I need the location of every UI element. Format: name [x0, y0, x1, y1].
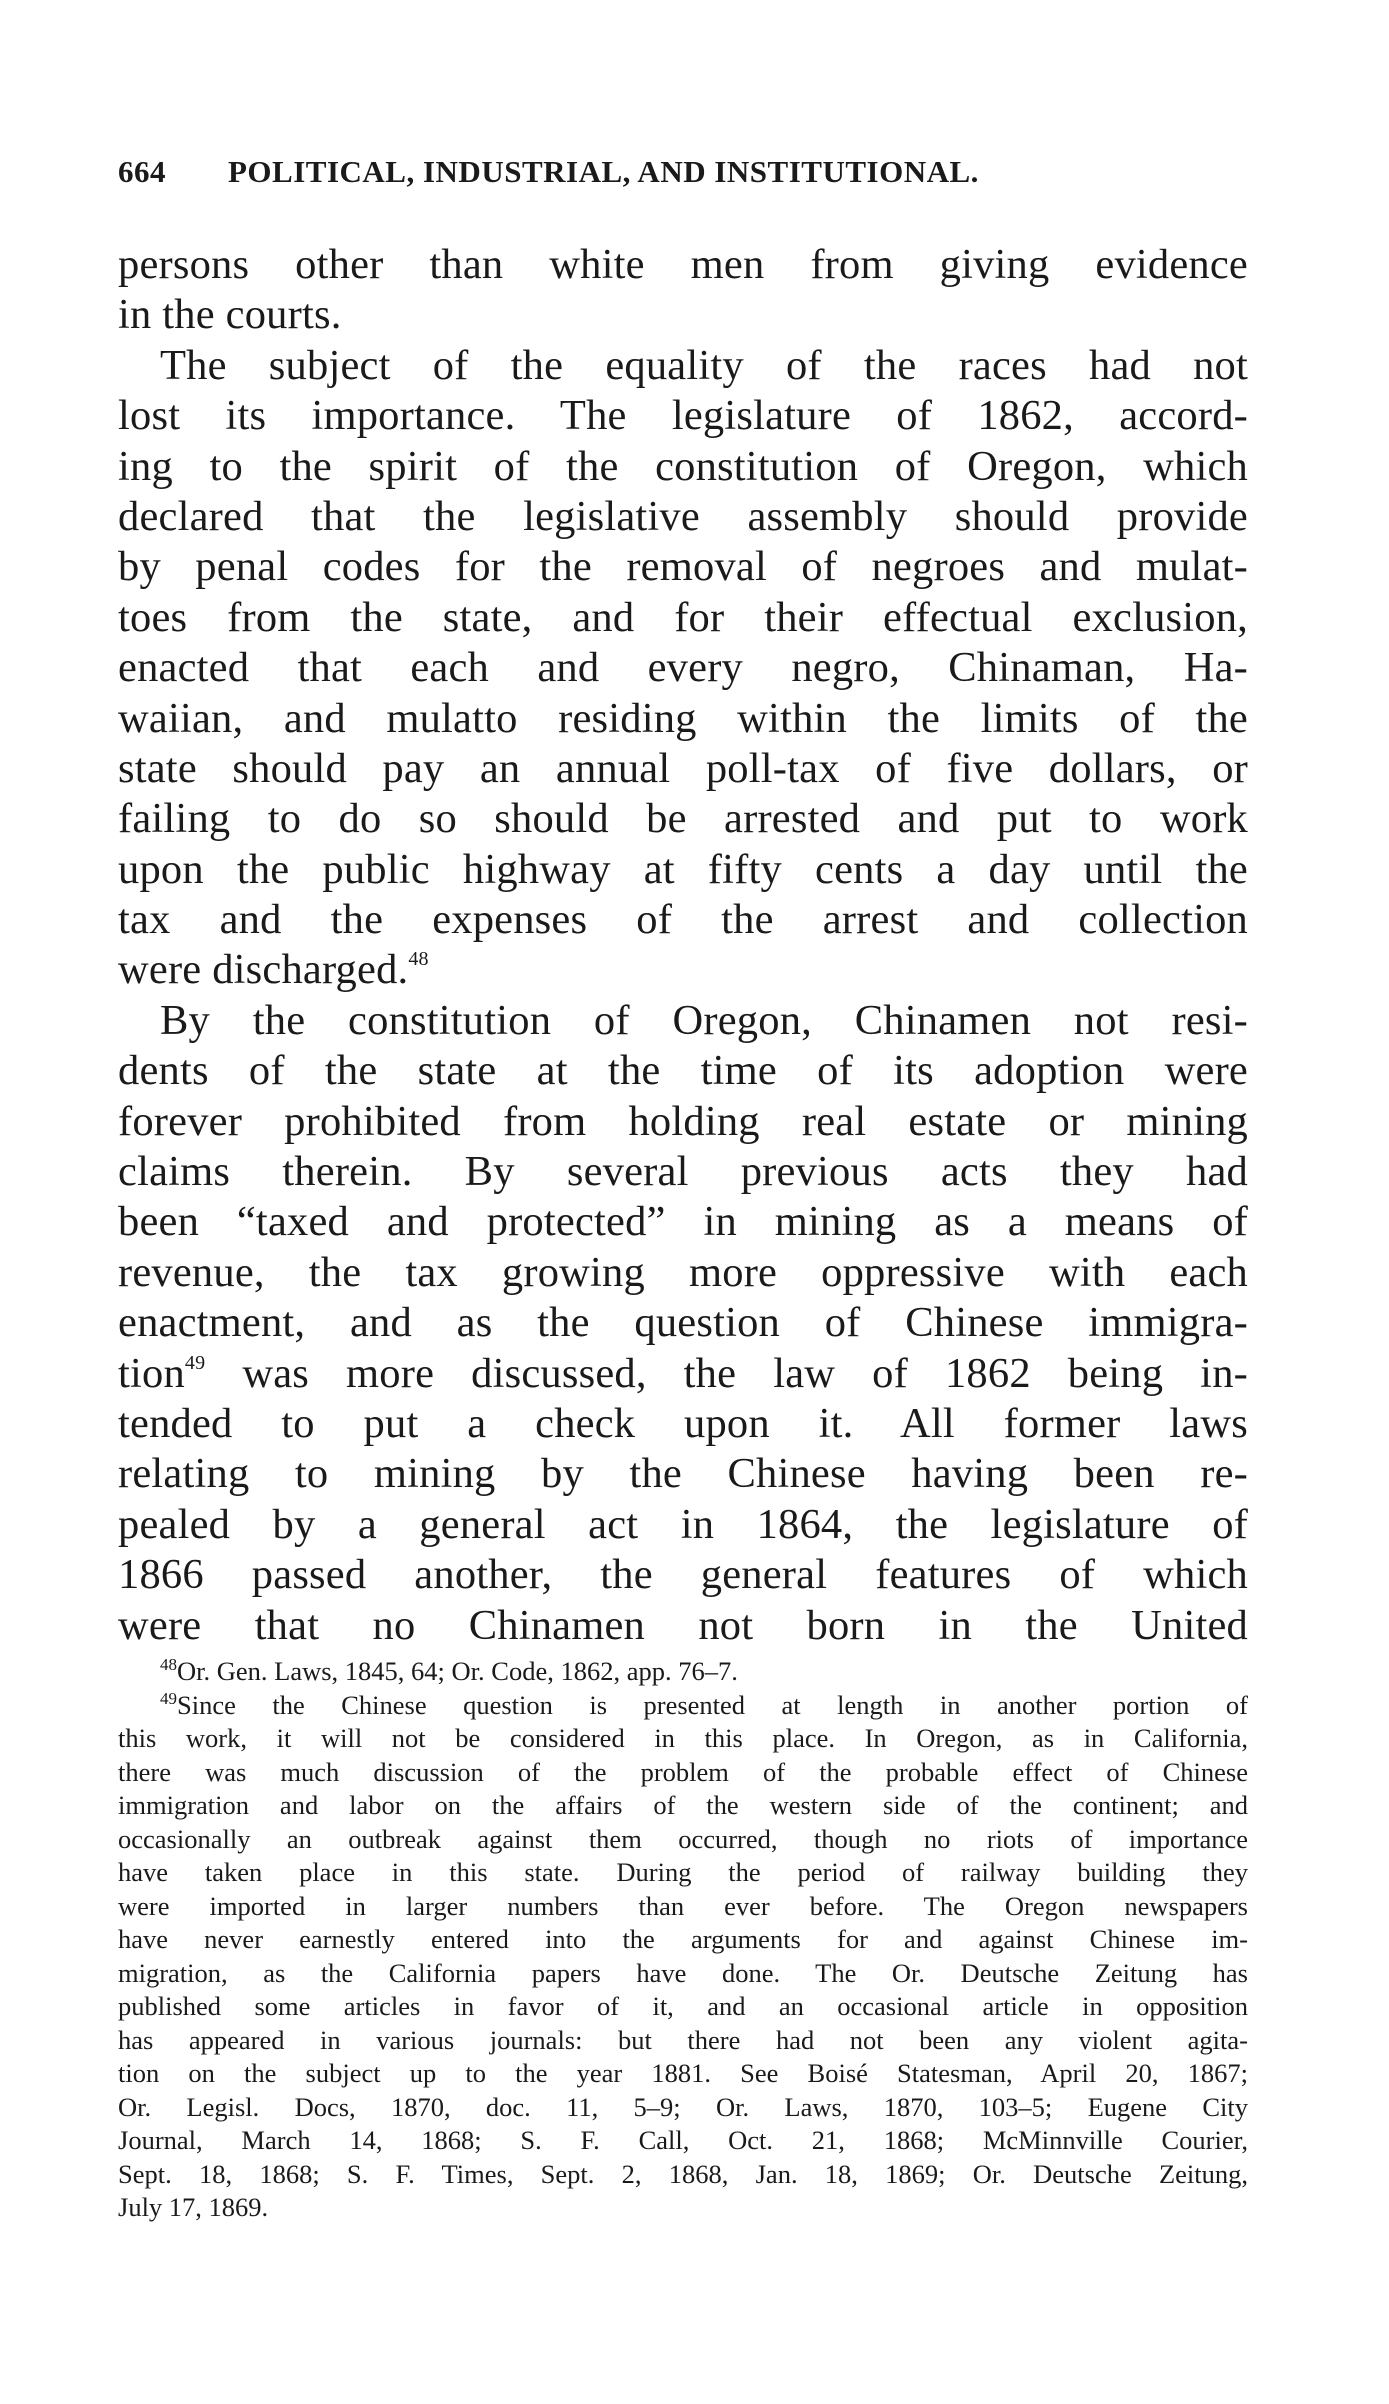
- text-line: persons other than white men from giving evidence: [118, 241, 1248, 288]
- footnote-text: Or. Gen. Laws, 1845, 64; Or. Code, 1862, app. 76–7.: [177, 1656, 738, 1686]
- text-line: By the constitution of Oregon, Chinamen not resi-: [160, 996, 1248, 1044]
- running-title: POLITICAL, INDUSTRIAL, AND INSTITUTIONAL.: [228, 154, 979, 189]
- text-line: lost its importance. The legislature of 1862, accord-: [118, 392, 1248, 440]
- footnote-49-line: tion on the subject up to the year 1881. See Boisé Statesman, April 20, 1867;: [118, 2058, 1248, 2088]
- text-line: dents of the state at the time of its adoption were: [118, 1047, 1248, 1095]
- footnote-49-line: have taken place in this state. During the period of railway building they: [118, 1857, 1248, 1887]
- footnote-49-line: [118, 1689, 1248, 1723]
- text-line: 1866 passed another, the general features of which: [118, 1551, 1248, 1599]
- text-line: upon the public highway at fifty cents a day until the: [118, 845, 1248, 893]
- footnote-ref-48[interactable]: 48: [408, 948, 429, 971]
- text-line: toes from the state, and for their effectual exclusion,: [118, 593, 1248, 641]
- text-line: in the courts.: [118, 291, 342, 339]
- text-fragment: tion: [118, 1349, 185, 1397]
- footnote-49-line: Journal, March 14, 1868; S. F. Call, Oct. 21, 1868; McMinnville Courier,: [118, 2125, 1248, 2155]
- footnote-49-line: immigration and labor on the affairs of the western side of the continent; and: [118, 1790, 1248, 1820]
- footnote-mark-49: 49: [160, 1688, 177, 1708]
- text-line: ing to the spirit of the constitution of Oregon, which: [118, 442, 1248, 490]
- text-line: forever prohibited from holding real estate or mining: [118, 1097, 1248, 1145]
- text-line: enacted that each and every negro, Chinaman, Ha-: [118, 644, 1248, 692]
- footnote-49-line: has appeared in various journals: but there had not been any violent agita-: [118, 2024, 1248, 2055]
- text-line: been “taxed and protected” in mining as a means of: [118, 1198, 1248, 1246]
- text-line: [118, 945, 1248, 995]
- text-line: The subject of the equality of the races had not: [160, 341, 1248, 389]
- text-line: revenue, the tax growing more oppressive with each: [118, 1248, 1248, 1296]
- footnote-49-line: have never earnestly entered into the arguments for and against Chinese im-: [118, 1924, 1248, 1954]
- text-line: by penal codes for the removal of negroes and mulat-: [118, 543, 1248, 591]
- footnote-49-line: Sept. 18, 1868; S. F. Times, Sept. 2, 1868, Jan. 18, 1869; Or. Deutsche Zeitung,: [118, 2158, 1248, 2189]
- text-line: enactment, and as the question of Chinese immigra-: [118, 1299, 1248, 1347]
- page: [118, 148, 1248, 1651]
- footnote-ref-49[interactable]: 49: [184, 1351, 206, 1374]
- footnote-49-line: this work, it will not be considered in this place. In Oregon, as in California,: [118, 1723, 1248, 1753]
- footnote-49-line: there was much discussion of the problem of the probable effect of Chinese: [118, 1756, 1248, 1787]
- text-line: were that no Chinamen not born in the United: [118, 1601, 1248, 1649]
- footnote-mark-48: 48: [160, 1655, 177, 1674]
- text-line: waiian, and mulatto residing within the limits of the: [118, 694, 1248, 742]
- footnote-49-line: migration, as the California papers have done. The Or. Deutsche Zeitung has: [118, 1957, 1248, 1988]
- footnote-49-line: were imported in larger numbers than ever before. The Oregon newspapers: [118, 1890, 1248, 1921]
- footnote-text: Since the Chinese question is presented at length in another portion of: [177, 1689, 1248, 1720]
- text-line: state should pay an annual poll-tax of five dollars, or: [118, 744, 1248, 792]
- text-line: [118, 1349, 1248, 1399]
- footnote-49-line: published some articles in favor of it, and an occasional article in opposition: [118, 1991, 1248, 2021]
- text-line: failing to do so should be arrested and put to work: [118, 795, 1248, 843]
- text-line: claims therein. By several previous acts they had: [118, 1148, 1248, 1196]
- footnote-49-line: July 17, 1869.: [118, 2192, 269, 2222]
- text-fragment: were discharged.: [118, 946, 409, 994]
- text-line: relating to mining by the Chinese having been re-: [118, 1450, 1248, 1498]
- text-line: declared that the legislative assembly should provide: [118, 492, 1248, 540]
- text-line: pealed by a general act in 1864, the legislature of: [118, 1500, 1248, 1548]
- footnote-49-line: occasionally an outbreak against them occurred, though no riots of importance: [118, 1823, 1248, 1854]
- body-text: [118, 240, 1248, 1651]
- text-fragment: was more discussed, the law of 1862 being in-: [205, 1349, 1248, 1397]
- text-line: tax and the expenses of the arrest and collection: [118, 896, 1248, 944]
- footnotes: [118, 1655, 1248, 2225]
- footnote-49-line: Or. Legisl. Docs, 1870, doc. 11, 5–9; Or. Laws, 1870, 103–5; Eugene City: [118, 2091, 1248, 2122]
- running-head: [118, 148, 1248, 196]
- footnote-48: [118, 1655, 1248, 1689]
- page-number: 664: [118, 154, 166, 189]
- text-line: tended to put a check upon it. All former laws: [118, 1399, 1248, 1447]
